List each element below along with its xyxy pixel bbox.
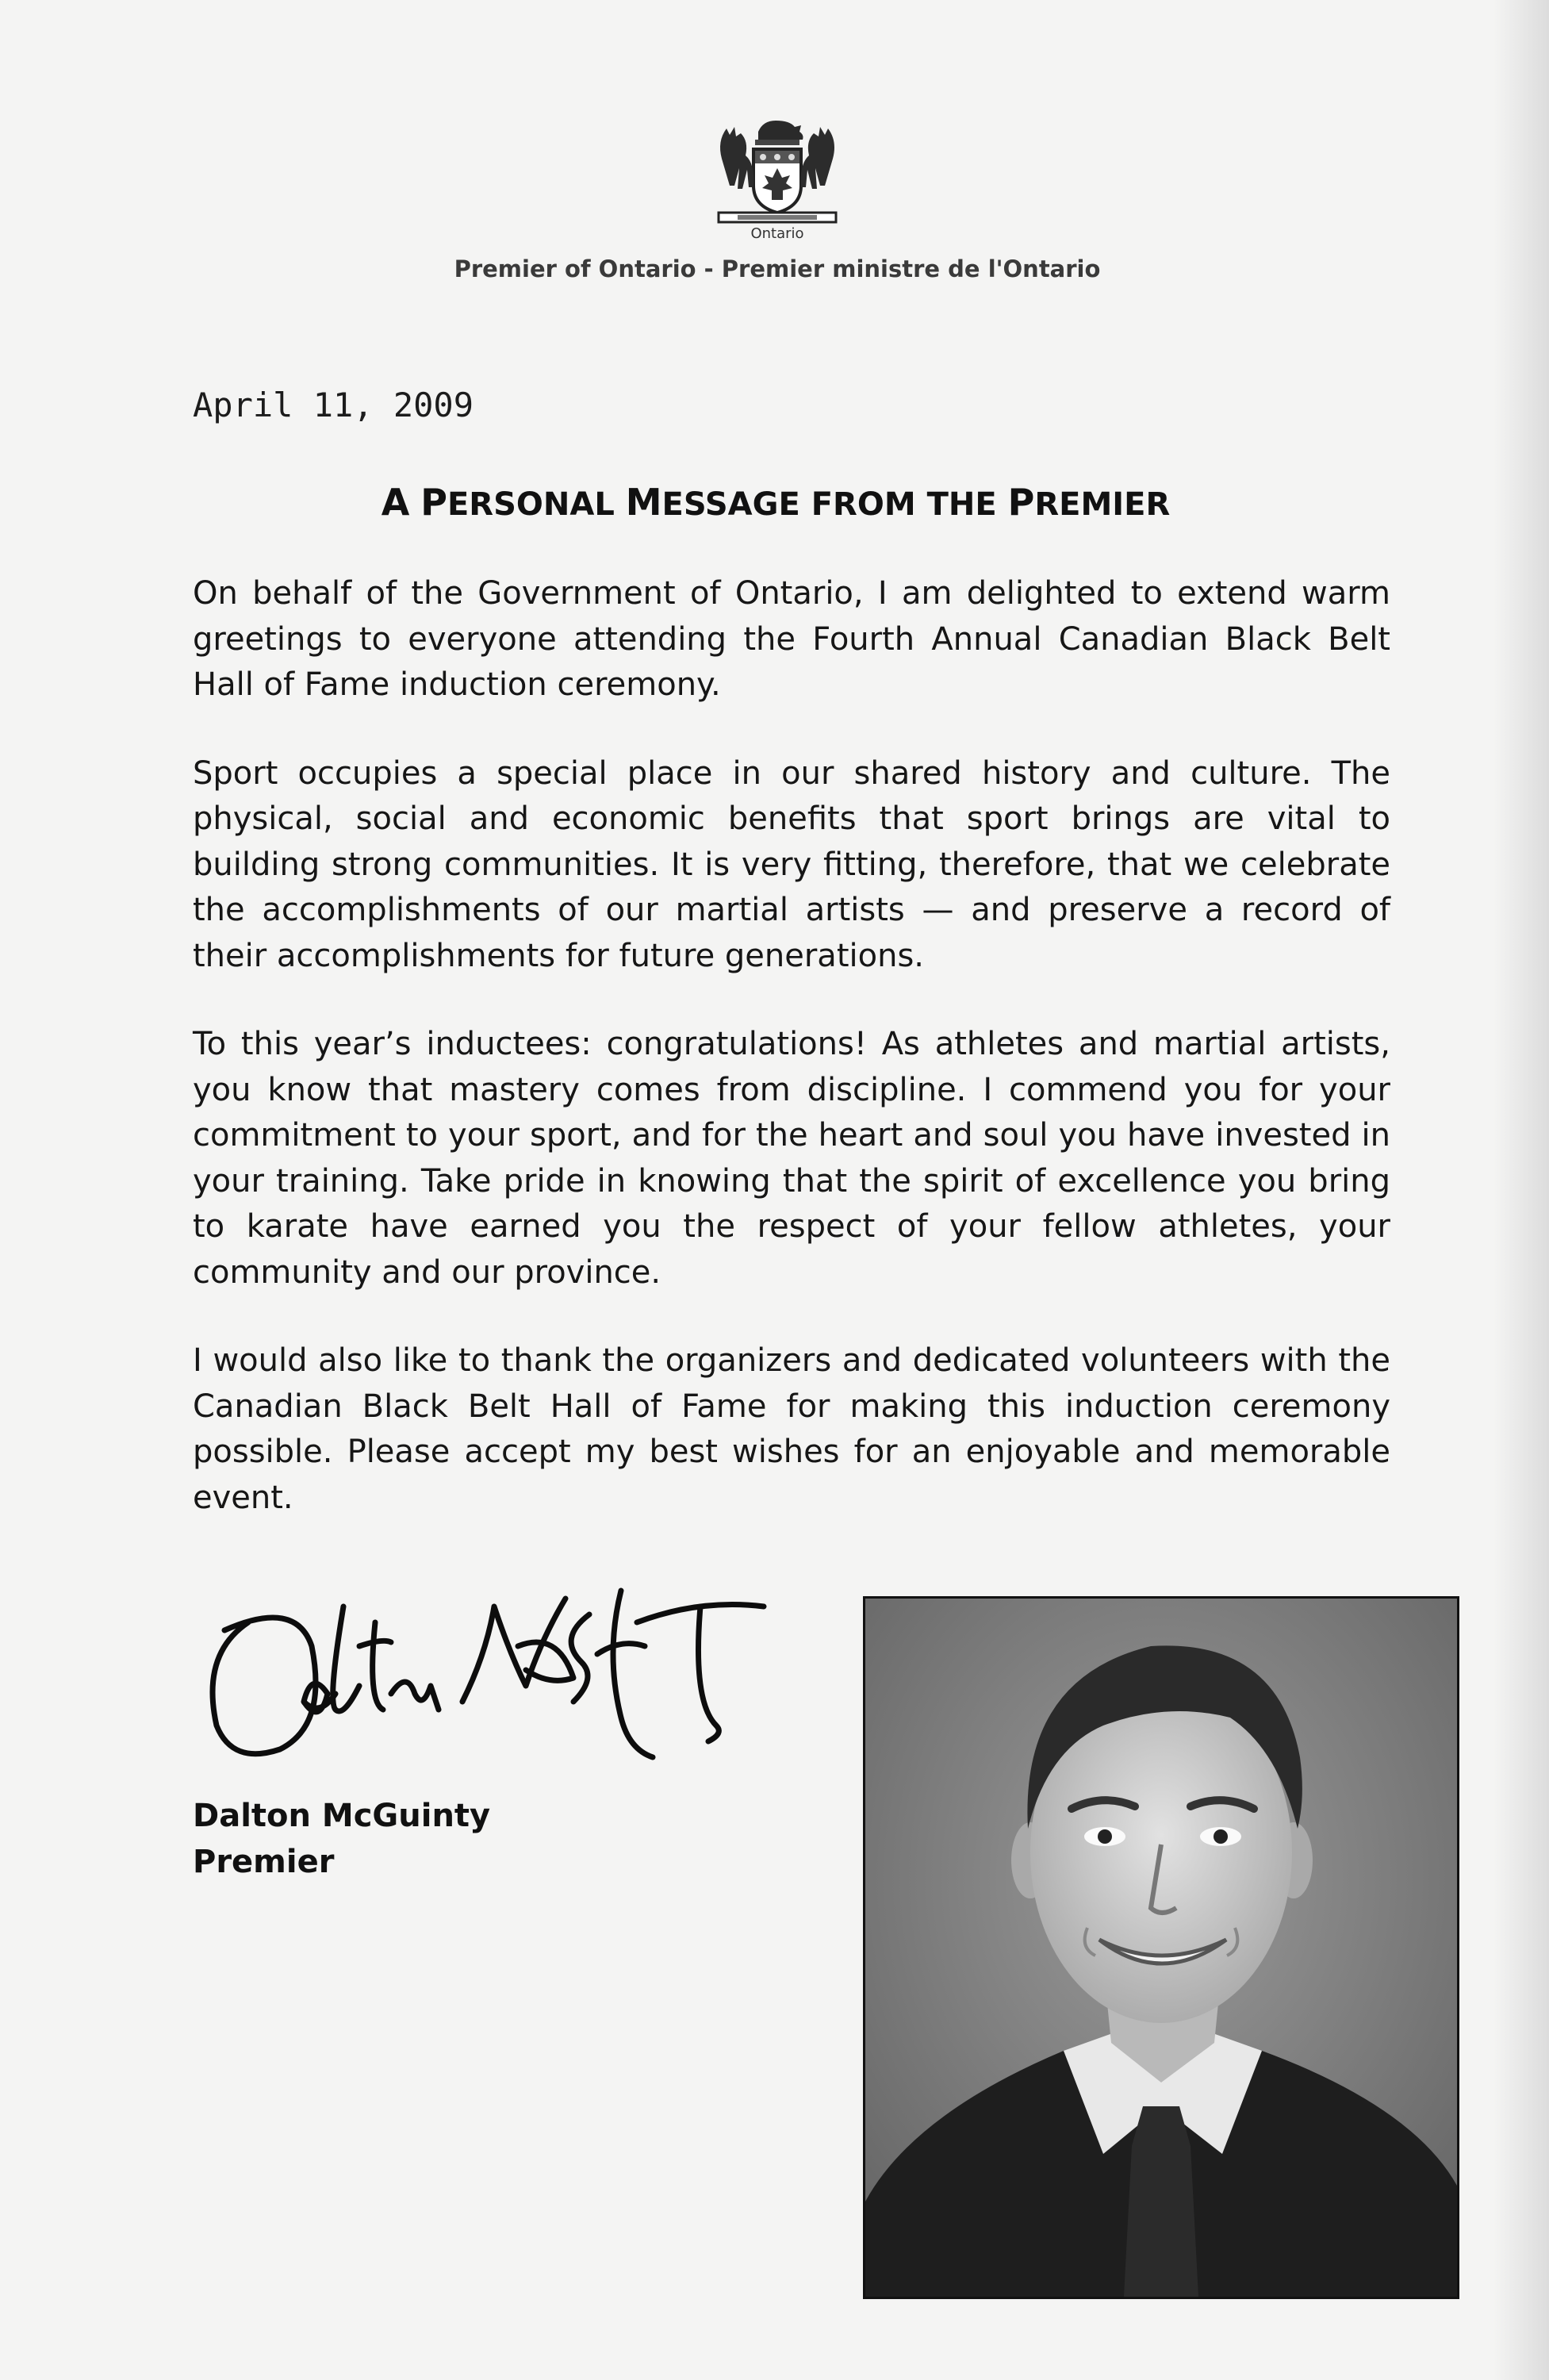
heading-word-a: A <box>381 481 410 524</box>
letter-date: April 11, 2009 <box>193 386 474 424</box>
heading-cap-message: M <box>625 481 662 524</box>
portrait-photo <box>863 1596 1459 2299</box>
portrait-illustration <box>865 1599 1457 2297</box>
heading-rest-message: ESSAGE <box>661 486 800 523</box>
heading-cap-personal: P <box>420 481 447 524</box>
signature-image <box>193 1575 819 1789</box>
ontario-crest-icon <box>706 111 849 238</box>
letterhead-office: Premier of Ontario - Premier ministre de l'Ontario <box>454 255 1101 282</box>
paragraph: To this year’s inductees: congratulations! As athletes and martial artists, you know that mastery comes from discipline. I commend you for your commitment to your sport, and for the heart and soul you have invested in your training. Take pride in knowing that the spirit of excellence you bring to karate have earned you the respect of your fellow athletes, your community and our province. <box>193 1026 1390 1291</box>
signer-block <box>193 1793 490 1885</box>
signer-name: Dalton McGuinty <box>193 1798 491 1834</box>
heading-cap-premier: P <box>1007 481 1035 524</box>
paragraph: Sport occupies a special place in our shared history and culture. The physical, social and economic benefits that sport brings are vital to building strong communities. It is very fitting, therefore, that we celebrate the accomplishments of our martial artists — and preserve a record of their accomplishments for future generations. <box>193 754 1390 974</box>
letter-body <box>193 571 1390 1564</box>
heading-rest-premier: REMIER <box>1034 486 1171 523</box>
heading-rest-personal: ERSONAL <box>447 486 615 523</box>
paragraph: I would also like to thank the organizers and dedicated volunteers with the Canadian Black Belt Hall of Fame for making this induction ceremony possible. Please accept my best wishes for an enjoyable and memorable event. <box>193 1342 1390 1516</box>
heading-word-from: FROM <box>811 486 916 523</box>
letter-heading <box>193 481 1359 524</box>
heading-word-the: THE <box>926 486 997 523</box>
signer-title: Premier <box>193 1844 335 1880</box>
paragraph: On behalf of the Government of Ontario, I am delighted to extend warm greetings to everyone attending the Fourth Annual Canadian Black Belt Hall of Fame induction ceremony. <box>193 575 1390 703</box>
page-edge-shadow <box>1493 0 1549 2380</box>
crest-label: Ontario <box>750 225 804 242</box>
